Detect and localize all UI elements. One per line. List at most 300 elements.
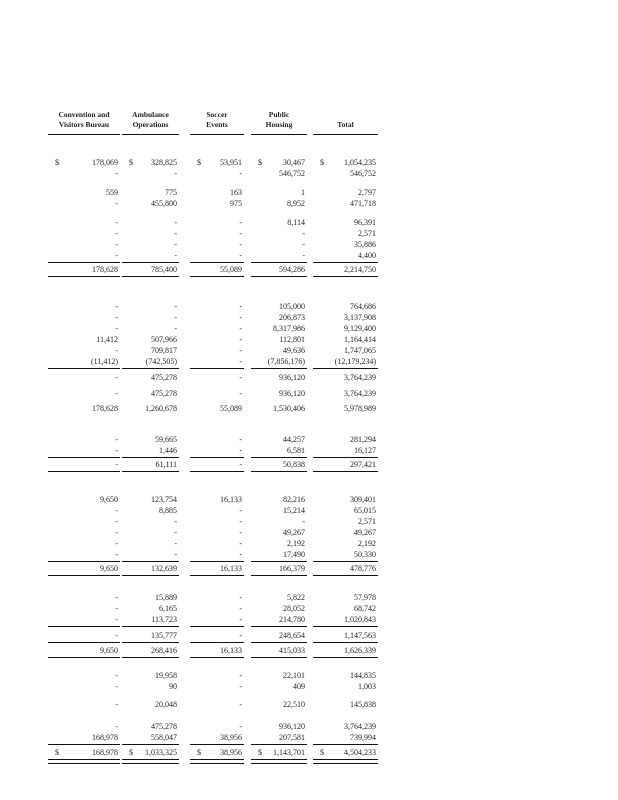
cell-value: 8,114 <box>287 218 305 227</box>
cell-value: - <box>239 682 242 691</box>
cell-value: - <box>174 251 177 260</box>
cell-convention-visitors-bureau <box>48 645 120 656</box>
table-row <box>48 721 378 732</box>
cell-convention-visitors-bureau <box>48 603 120 614</box>
cell-value: 1,747,065 <box>344 346 376 355</box>
dollar-sign: $ <box>55 158 59 167</box>
cell-value: 5,822 <box>287 593 305 602</box>
cell-value: 16,133 <box>220 564 242 573</box>
table-section <box>48 747 378 758</box>
table-row <box>48 388 378 399</box>
table-section <box>48 630 378 641</box>
table-section <box>48 264 378 275</box>
cell-convention-visitors-bureau <box>48 345 120 356</box>
cell-soccer-events <box>190 323 244 334</box>
table-row <box>48 217 378 228</box>
cell-value: 19,958 <box>155 671 177 680</box>
cell-ambulance-operations <box>122 732 179 743</box>
table-section <box>48 645 378 656</box>
table-row <box>48 434 378 445</box>
cell-convention-visitors-bureau <box>48 187 120 198</box>
cell-value: 3,764,239 <box>344 373 376 382</box>
cell-value: (12,179,234) <box>334 357 376 366</box>
table-section <box>48 494 378 560</box>
cell-value: (7,856,176) <box>267 357 305 366</box>
cell-public-housing <box>251 681 307 692</box>
cell-public-housing <box>251 345 307 356</box>
table-row <box>48 372 378 383</box>
cell-ambulance-operations <box>122 157 179 168</box>
cell-convention-visitors-bureau <box>48 699 120 710</box>
cell-value: - <box>239 389 242 398</box>
cell-value: 559 <box>106 188 118 197</box>
column-header-text: Convention and <box>58 110 110 119</box>
cell-soccer-events <box>190 187 244 198</box>
cell-convention-visitors-bureau <box>48 264 120 275</box>
cell-ambulance-operations <box>122 334 179 345</box>
cell-ambulance-operations <box>122 538 179 549</box>
cell-soccer-events <box>190 334 244 345</box>
table-row <box>48 187 378 198</box>
cell-value: - <box>302 240 305 249</box>
cell-ambulance-operations <box>122 505 179 516</box>
cell-value: 2,214,750 <box>344 265 376 274</box>
cell-soccer-events <box>190 372 244 383</box>
cell-value: - <box>115 389 118 398</box>
column-header-text <box>313 110 378 120</box>
cell-convention-visitors-bureau <box>48 198 120 209</box>
cell-value: - <box>115 302 118 311</box>
cell-total <box>313 356 378 367</box>
table-row <box>48 445 378 456</box>
cell-value: - <box>115 722 118 731</box>
cell-ambulance-operations <box>122 549 179 560</box>
cell-value: 1,626,339 <box>344 646 376 655</box>
cell-value: 1,260,678 <box>145 404 177 413</box>
cell-total <box>313 250 378 261</box>
column-header-convention-visitors-bureau <box>48 110 120 135</box>
cell-value: 471,718 <box>350 199 376 208</box>
cell-value: 764,686 <box>350 302 376 311</box>
cell-value: - <box>115 604 118 613</box>
cell-value: - <box>115 506 118 515</box>
cell-value: - <box>174 240 177 249</box>
cell-public-housing <box>251 301 307 312</box>
cell-total <box>313 563 378 574</box>
cell-value: - <box>174 517 177 526</box>
dollar-sign: $ <box>197 748 201 757</box>
cell-value: 594,286 <box>279 265 305 274</box>
cell-total <box>313 228 378 239</box>
cell-soccer-events <box>190 198 244 209</box>
dollar-sign: $ <box>258 748 262 757</box>
table-row <box>48 250 378 261</box>
cell-public-housing <box>251 747 307 758</box>
cell-value: 123,754 <box>151 495 177 504</box>
cell-convention-visitors-bureau <box>48 445 120 456</box>
cell-ambulance-operations <box>122 403 179 414</box>
cell-public-housing <box>251 538 307 549</box>
cell-value: - <box>239 593 242 602</box>
cell-value: 57,978 <box>354 593 376 602</box>
dollar-sign: $ <box>320 158 324 167</box>
cell-total <box>313 403 378 414</box>
cell-value: - <box>239 671 242 680</box>
cell-public-housing <box>251 603 307 614</box>
cell-total <box>313 549 378 560</box>
cell-value: 96,391 <box>354 218 376 227</box>
cell-total <box>313 239 378 250</box>
table-row <box>48 323 378 334</box>
cell-convention-visitors-bureau <box>48 217 120 228</box>
cell-value: - <box>239 631 242 640</box>
cell-soccer-events <box>190 681 244 692</box>
cell-ambulance-operations <box>122 747 179 758</box>
cell-value: 775 <box>165 188 177 197</box>
cell-value: 1,530,406 <box>273 404 305 413</box>
cell-value: 15,214 <box>283 506 305 515</box>
cell-value: - <box>115 218 118 227</box>
cell-soccer-events <box>190 157 244 168</box>
cell-value: 1,033,325 <box>145 748 177 757</box>
cell-value: 8,317,986 <box>273 324 305 333</box>
cell-public-housing <box>251 372 307 383</box>
cell-total <box>313 614 378 625</box>
column-header-text: Housing <box>265 120 293 129</box>
cell-total <box>313 168 378 179</box>
cell-ambulance-operations <box>122 459 179 470</box>
cell-value: 20,048 <box>155 700 177 709</box>
dollar-sign: $ <box>129 748 133 757</box>
cell-value: 163 <box>230 188 242 197</box>
cell-value: 55,089 <box>220 404 242 413</box>
table-row <box>48 157 378 168</box>
cell-convention-visitors-bureau <box>48 494 120 505</box>
cell-soccer-events <box>190 345 244 356</box>
cell-public-housing <box>251 157 307 168</box>
table-row <box>48 538 378 549</box>
cell-value: 1,164,414 <box>344 335 376 344</box>
cell-total <box>313 603 378 614</box>
cell-public-housing <box>251 699 307 710</box>
cell-convention-visitors-bureau <box>48 434 120 445</box>
cell-soccer-events <box>190 670 244 681</box>
cell-value: 82,216 <box>283 495 305 504</box>
cell-soccer-events <box>190 356 244 367</box>
cell-value: - <box>174 302 177 311</box>
dollar-sign: $ <box>320 748 324 757</box>
cell-total <box>313 699 378 710</box>
cell-value: - <box>115 169 118 178</box>
cell-value: 281,294 <box>350 435 376 444</box>
cell-total <box>313 345 378 356</box>
cell-value: 2,571 <box>358 229 376 238</box>
table-row <box>48 614 378 625</box>
cell-total <box>313 670 378 681</box>
column-header-text: Visitors Bureau <box>58 120 110 129</box>
cell-value: - <box>239 722 242 731</box>
cell-value: 475,278 <box>151 389 177 398</box>
cell-value: - <box>115 700 118 709</box>
cell-ambulance-operations <box>122 614 179 625</box>
cell-convention-visitors-bureau <box>48 372 120 383</box>
cell-value: - <box>115 199 118 208</box>
cell-ambulance-operations <box>122 592 179 603</box>
cell-ambulance-operations <box>122 630 179 641</box>
cell-convention-visitors-bureau <box>48 239 120 250</box>
cell-convention-visitors-bureau <box>48 538 120 549</box>
cell-value: 1,020,843 <box>344 615 376 624</box>
cell-value: 49,267 <box>354 528 376 537</box>
cell-total <box>313 630 378 641</box>
cell-total <box>313 681 378 692</box>
cell-value: - <box>239 218 242 227</box>
cell-public-housing <box>251 670 307 681</box>
cell-public-housing <box>251 721 307 732</box>
cell-public-housing <box>251 434 307 445</box>
cell-convention-visitors-bureau <box>48 670 120 681</box>
cell-soccer-events <box>190 312 244 323</box>
table-section <box>48 217 378 261</box>
table-row <box>48 592 378 603</box>
cell-public-housing <box>251 645 307 656</box>
cell-soccer-events <box>190 592 244 603</box>
cell-ambulance-operations <box>122 372 179 383</box>
cell-value: 2,797 <box>358 188 376 197</box>
cell-value: - <box>239 435 242 444</box>
cell-value: 17,490 <box>283 550 305 559</box>
cell-total <box>313 301 378 312</box>
table-row <box>48 334 378 345</box>
cell-convention-visitors-bureau <box>48 549 120 560</box>
dollar-sign: $ <box>197 158 201 167</box>
cell-value: - <box>115 550 118 559</box>
table-header <box>48 110 378 135</box>
cell-value: 415,033 <box>279 646 305 655</box>
table-row <box>48 645 378 656</box>
cell-public-housing <box>251 592 307 603</box>
cell-public-housing <box>251 250 307 261</box>
cell-value: - <box>115 631 118 640</box>
cell-value: 166,379 <box>279 564 305 573</box>
cell-ambulance-operations <box>122 356 179 367</box>
cell-public-housing <box>251 217 307 228</box>
cell-value: - <box>239 335 242 344</box>
cell-value: 38,956 <box>220 748 242 757</box>
cell-value: - <box>115 229 118 238</box>
cell-ambulance-operations <box>122 645 179 656</box>
cell-public-housing <box>251 403 307 414</box>
cell-value: 1,003 <box>358 682 376 691</box>
cell-value: 105,000 <box>279 302 305 311</box>
cell-soccer-events <box>190 434 244 445</box>
table-row <box>48 603 378 614</box>
table-section <box>48 388 378 399</box>
cell-convention-visitors-bureau <box>48 527 120 538</box>
table-row <box>48 168 378 179</box>
column-header-text: Events <box>206 120 228 129</box>
cell-value: 168,978 <box>92 733 118 742</box>
table-row <box>48 670 378 681</box>
cell-ambulance-operations <box>122 434 179 445</box>
cell-total <box>313 198 378 209</box>
cell-soccer-events <box>190 459 244 470</box>
cell-soccer-events <box>190 527 244 538</box>
cell-value: 16,133 <box>220 646 242 655</box>
cell-ambulance-operations <box>122 228 179 239</box>
cell-total <box>313 187 378 198</box>
table-row <box>48 301 378 312</box>
cell-value: - <box>115 593 118 602</box>
cell-convention-visitors-bureau <box>48 516 120 527</box>
cell-value: 22,101 <box>283 671 305 680</box>
table-section <box>48 699 378 710</box>
cell-value: - <box>174 550 177 559</box>
cell-value: 1,147,563 <box>344 631 376 640</box>
cell-total <box>313 732 378 743</box>
cell-value: 297,421 <box>350 460 376 469</box>
cell-convention-visitors-bureau <box>48 459 120 470</box>
cell-value: 409 <box>293 682 305 691</box>
cell-value: 3,137,908 <box>344 313 376 322</box>
table-section <box>48 459 378 470</box>
cell-soccer-events <box>190 250 244 261</box>
cell-value: 975 <box>230 199 242 208</box>
cell-ambulance-operations <box>122 345 179 356</box>
cell-total <box>313 527 378 538</box>
cell-value: - <box>115 240 118 249</box>
financial-table <box>48 110 378 758</box>
cell-convention-visitors-bureau <box>48 168 120 179</box>
cell-value: - <box>239 373 242 382</box>
cell-ambulance-operations <box>122 301 179 312</box>
cell-value: - <box>174 229 177 238</box>
column-header-text: Ambulance <box>132 110 169 119</box>
column-header-text: Total <box>337 120 354 129</box>
cell-value: 5,978,989 <box>344 404 376 413</box>
cell-value: - <box>239 539 242 548</box>
cell-value: (742,505) <box>145 357 177 366</box>
cell-soccer-events <box>190 721 244 732</box>
cell-soccer-events <box>190 445 244 456</box>
cell-value: 135,777 <box>151 631 177 640</box>
cell-public-housing <box>251 264 307 275</box>
cell-ambulance-operations <box>122 217 179 228</box>
cell-value: 6,581 <box>287 446 305 455</box>
table-row <box>48 563 378 574</box>
column-header-total <box>313 110 378 135</box>
cell-value: - <box>174 313 177 322</box>
cell-value: 328,825 <box>151 158 177 167</box>
cell-value: 49,267 <box>283 528 305 537</box>
cell-value: 6,165 <box>159 604 177 613</box>
cell-soccer-events <box>190 217 244 228</box>
cell-value: - <box>115 539 118 548</box>
cell-value: 144,835 <box>350 671 376 680</box>
cell-value: 1 <box>301 188 305 197</box>
cell-value: 44,257 <box>283 435 305 444</box>
cell-convention-visitors-bureau <box>48 228 120 239</box>
cell-convention-visitors-bureau <box>48 630 120 641</box>
cell-value: - <box>115 313 118 322</box>
column-header-text: Soccer <box>206 110 228 119</box>
cell-total <box>313 645 378 656</box>
table-section <box>48 670 378 692</box>
cell-public-housing <box>251 459 307 470</box>
cell-total <box>313 264 378 275</box>
cell-total <box>313 323 378 334</box>
cell-value: - <box>302 517 305 526</box>
cell-value: - <box>302 251 305 260</box>
column-header-soccer-events <box>190 110 244 135</box>
cell-total <box>313 334 378 345</box>
cell-value: 546,752 <box>279 169 305 178</box>
cell-value: 16,133 <box>220 495 242 504</box>
cell-value: - <box>115 517 118 526</box>
cell-public-housing <box>251 334 307 345</box>
cell-value: 65,015 <box>354 506 376 515</box>
cell-convention-visitors-bureau <box>48 403 120 414</box>
cell-soccer-events <box>190 747 244 758</box>
cell-ambulance-operations <box>122 445 179 456</box>
cell-value: 132,639 <box>151 564 177 573</box>
cell-public-housing <box>251 187 307 198</box>
cell-soccer-events <box>190 228 244 239</box>
table-section <box>48 563 378 574</box>
cell-convention-visitors-bureau <box>48 681 120 692</box>
table-section <box>48 403 378 414</box>
cell-value: 28,052 <box>283 604 305 613</box>
cell-value: 38,956 <box>220 733 242 742</box>
cell-soccer-events <box>190 388 244 399</box>
table-row <box>48 747 378 758</box>
cell-soccer-events <box>190 239 244 250</box>
cell-convention-visitors-bureau <box>48 505 120 516</box>
cell-soccer-events <box>190 538 244 549</box>
cell-value: - <box>115 324 118 333</box>
cell-value: - <box>239 240 242 249</box>
cell-value: - <box>239 313 242 322</box>
cell-convention-visitors-bureau <box>48 614 120 625</box>
cell-soccer-events <box>190 563 244 574</box>
cell-ambulance-operations <box>122 250 179 261</box>
cell-soccer-events <box>190 614 244 625</box>
cell-ambulance-operations <box>122 527 179 538</box>
cell-value: 2,571 <box>358 517 376 526</box>
cell-value: - <box>239 615 242 624</box>
cell-ambulance-operations <box>122 323 179 334</box>
table-row <box>48 356 378 367</box>
cell-value: 16,127 <box>354 446 376 455</box>
cell-ambulance-operations <box>122 494 179 505</box>
cell-value: - <box>174 528 177 537</box>
cell-value: 475,278 <box>151 373 177 382</box>
cell-ambulance-operations <box>122 312 179 323</box>
cell-public-housing <box>251 516 307 527</box>
dollar-sign: $ <box>129 158 133 167</box>
cell-value: 4,400 <box>358 251 376 260</box>
cell-value: 207,581 <box>279 733 305 742</box>
table-section <box>48 372 378 383</box>
cell-value: - <box>239 604 242 613</box>
cell-soccer-events <box>190 505 244 516</box>
cell-value: 709,817 <box>151 346 177 355</box>
cell-value: 558,047 <box>151 733 177 742</box>
cell-total <box>313 157 378 168</box>
cell-convention-visitors-bureau <box>48 312 120 323</box>
cell-value: 4,504,233 <box>344 748 376 757</box>
cell-value: - <box>239 169 242 178</box>
